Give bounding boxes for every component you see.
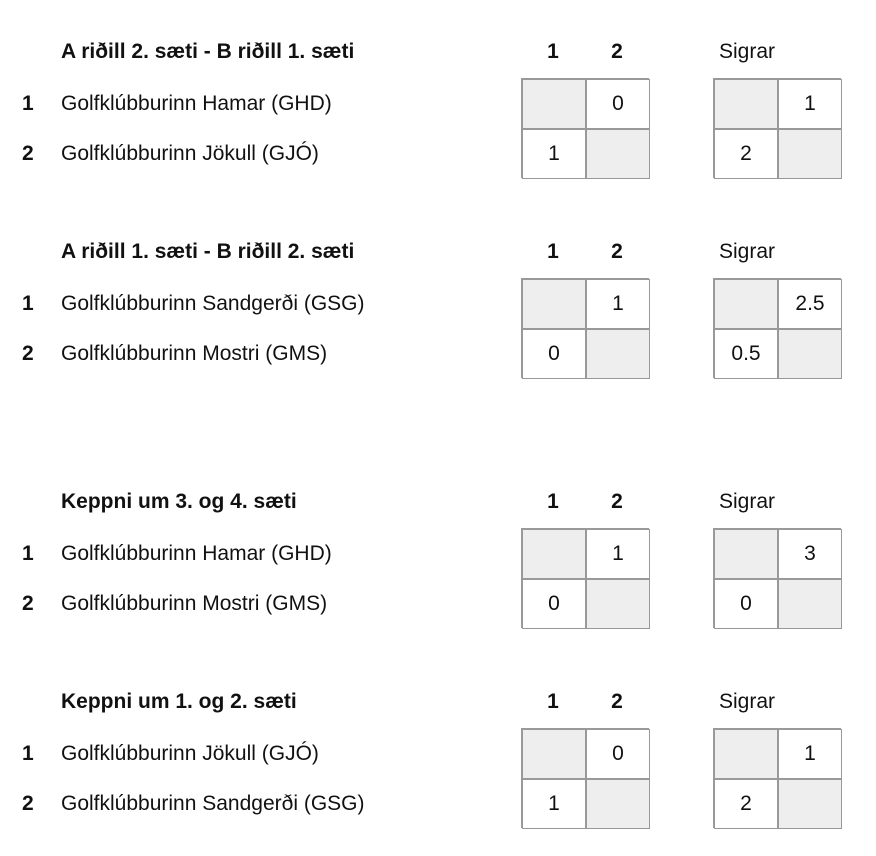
wins-grid bbox=[713, 728, 841, 828]
team-name: Golfklúbburinn Hamar (GHD) bbox=[61, 542, 332, 565]
wins-cell: 1 bbox=[778, 729, 842, 779]
wins-cell: 2.5 bbox=[778, 279, 842, 329]
wins-cell: 0.5 bbox=[714, 329, 778, 379]
score-grid bbox=[521, 728, 649, 828]
team-rank: 1 bbox=[22, 92, 34, 115]
match-block bbox=[0, 650, 876, 815]
empty-cell bbox=[586, 129, 650, 179]
empty-cell bbox=[714, 279, 778, 329]
team-name: Golfklúbburinn Hamar (GHD) bbox=[61, 92, 332, 115]
empty-cell bbox=[522, 729, 586, 779]
score-cell: 0 bbox=[586, 729, 650, 779]
team-name: Golfklúbburinn Sandgerði (GSG) bbox=[61, 792, 365, 815]
wins-cell: 1 bbox=[778, 79, 842, 129]
team-name: Golfklúbburinn Jökull (GJÓ) bbox=[61, 142, 319, 165]
empty-cell bbox=[586, 579, 650, 629]
team-name: Golfklúbburinn Sandgerði (GSG) bbox=[61, 292, 365, 315]
empty-cell bbox=[522, 79, 586, 129]
column-header-2: 2 bbox=[611, 40, 623, 63]
match-block bbox=[0, 450, 876, 615]
team-rank: 1 bbox=[22, 542, 34, 565]
column-header-1: 1 bbox=[547, 690, 559, 713]
team-rank: 2 bbox=[22, 142, 34, 165]
team-name: Golfklúbburinn Mostri (GMS) bbox=[61, 592, 328, 615]
wins-cell: 2 bbox=[714, 779, 778, 829]
empty-cell bbox=[586, 329, 650, 379]
empty-cell bbox=[522, 529, 586, 579]
empty-cell bbox=[778, 779, 842, 829]
wins-header: Sigrar bbox=[719, 690, 776, 713]
match-block bbox=[0, 200, 876, 365]
score-grid bbox=[521, 78, 649, 178]
team-rank: 1 bbox=[22, 292, 34, 315]
column-header-1: 1 bbox=[547, 40, 559, 63]
match-title: A riðill 2. sæti - B riðill 1. sæti bbox=[61, 40, 355, 63]
column-header-1: 1 bbox=[547, 490, 559, 513]
score-cell: 0 bbox=[522, 329, 586, 379]
team-rank: 2 bbox=[22, 342, 34, 365]
score-cell: 0 bbox=[522, 579, 586, 629]
team-name: Golfklúbburinn Mostri (GMS) bbox=[61, 342, 328, 365]
empty-cell bbox=[714, 529, 778, 579]
match-title: A riðill 1. sæti - B riðill 2. sæti bbox=[61, 240, 355, 263]
empty-cell bbox=[714, 79, 778, 129]
empty-cell bbox=[778, 579, 842, 629]
wins-grid bbox=[713, 528, 841, 628]
match-title: Keppni um 3. og 4. sæti bbox=[61, 490, 297, 513]
match-block bbox=[0, 0, 876, 165]
wins-header: Sigrar bbox=[719, 240, 776, 263]
wins-grid bbox=[713, 78, 841, 178]
empty-cell bbox=[586, 779, 650, 829]
team-rank: 1 bbox=[22, 742, 34, 765]
score-grid bbox=[521, 528, 649, 628]
score-cell: 1 bbox=[522, 129, 586, 179]
wins-cell: 0 bbox=[714, 579, 778, 629]
column-header-2: 2 bbox=[611, 490, 623, 513]
match-title: Keppni um 1. og 2. sæti bbox=[61, 690, 297, 713]
empty-cell bbox=[778, 329, 842, 379]
wins-header: Sigrar bbox=[719, 490, 776, 513]
wins-cell: 3 bbox=[778, 529, 842, 579]
wins-header: Sigrar bbox=[719, 40, 776, 63]
team-name: Golfklúbburinn Jökull (GJÓ) bbox=[61, 742, 319, 765]
score-cell: 0 bbox=[586, 79, 650, 129]
team-rank: 2 bbox=[22, 792, 34, 815]
team-rank: 2 bbox=[22, 592, 34, 615]
column-header-1: 1 bbox=[547, 240, 559, 263]
empty-cell bbox=[714, 729, 778, 779]
column-header-2: 2 bbox=[611, 240, 623, 263]
empty-cell bbox=[522, 279, 586, 329]
wins-grid bbox=[713, 278, 841, 378]
empty-cell bbox=[778, 129, 842, 179]
score-cell: 1 bbox=[586, 279, 650, 329]
score-cell: 1 bbox=[522, 779, 586, 829]
wins-cell: 2 bbox=[714, 129, 778, 179]
score-grid bbox=[521, 278, 649, 378]
score-cell: 1 bbox=[586, 529, 650, 579]
column-header-2: 2 bbox=[611, 690, 623, 713]
